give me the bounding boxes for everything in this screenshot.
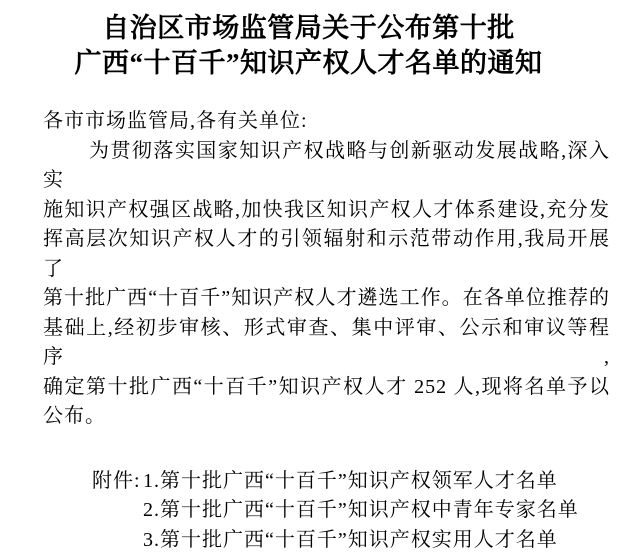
attachment-item-3: 3.第十批广西“十百千”知识产权实用人才名单 (143, 528, 558, 551)
notice-title-line-2: 广西“十百千”知识产权人才名单的通知 (74, 48, 543, 78)
paragraph-line: 基础上,经初步审核、形式审查、集中评审、公示和审议等程序, (43, 316, 610, 368)
paragraph-line: 施知识产权强区战略,加快我区知识产权人才体系建设,充分发 (43, 198, 610, 221)
salutation-line: 各市市场监管局,各有关单位: (43, 110, 308, 132)
paragraph-line: 为贯彻落实国家知识产权战略与创新驱动发展战略,深入实 (43, 139, 610, 191)
paragraph-line: 挥高层次知识产权人才的引领辐射和示范带动作用,我局开展了 (43, 228, 610, 280)
notice-paragraph (43, 137, 610, 432)
paragraph-line: 公布。 (43, 405, 106, 427)
notice-body (43, 107, 610, 556)
notice-title-line-1: 自治区市场监管局关于公布第十批 (102, 13, 515, 43)
attachment-item-1: 1.第十批广西“十百千”知识产权领军人才名单 (143, 469, 558, 492)
attachment-item-2: 2.第十批广西“十百千”知识产权中青年专家名单 (143, 499, 579, 521)
attachment-list (143, 467, 610, 556)
notice-title (0, 11, 617, 81)
paragraph-line: 确定第十批广西“十百千”知识产权人才 252 人,现将名单予以 (43, 375, 610, 398)
attachment-label: 附件: (92, 469, 141, 492)
notice-document-page (0, 11, 617, 551)
attachment-section (43, 467, 610, 556)
paragraph-line: 第十批广西“十百千”知识产权人才遴选工作。在各单位推荐的 (43, 287, 610, 309)
